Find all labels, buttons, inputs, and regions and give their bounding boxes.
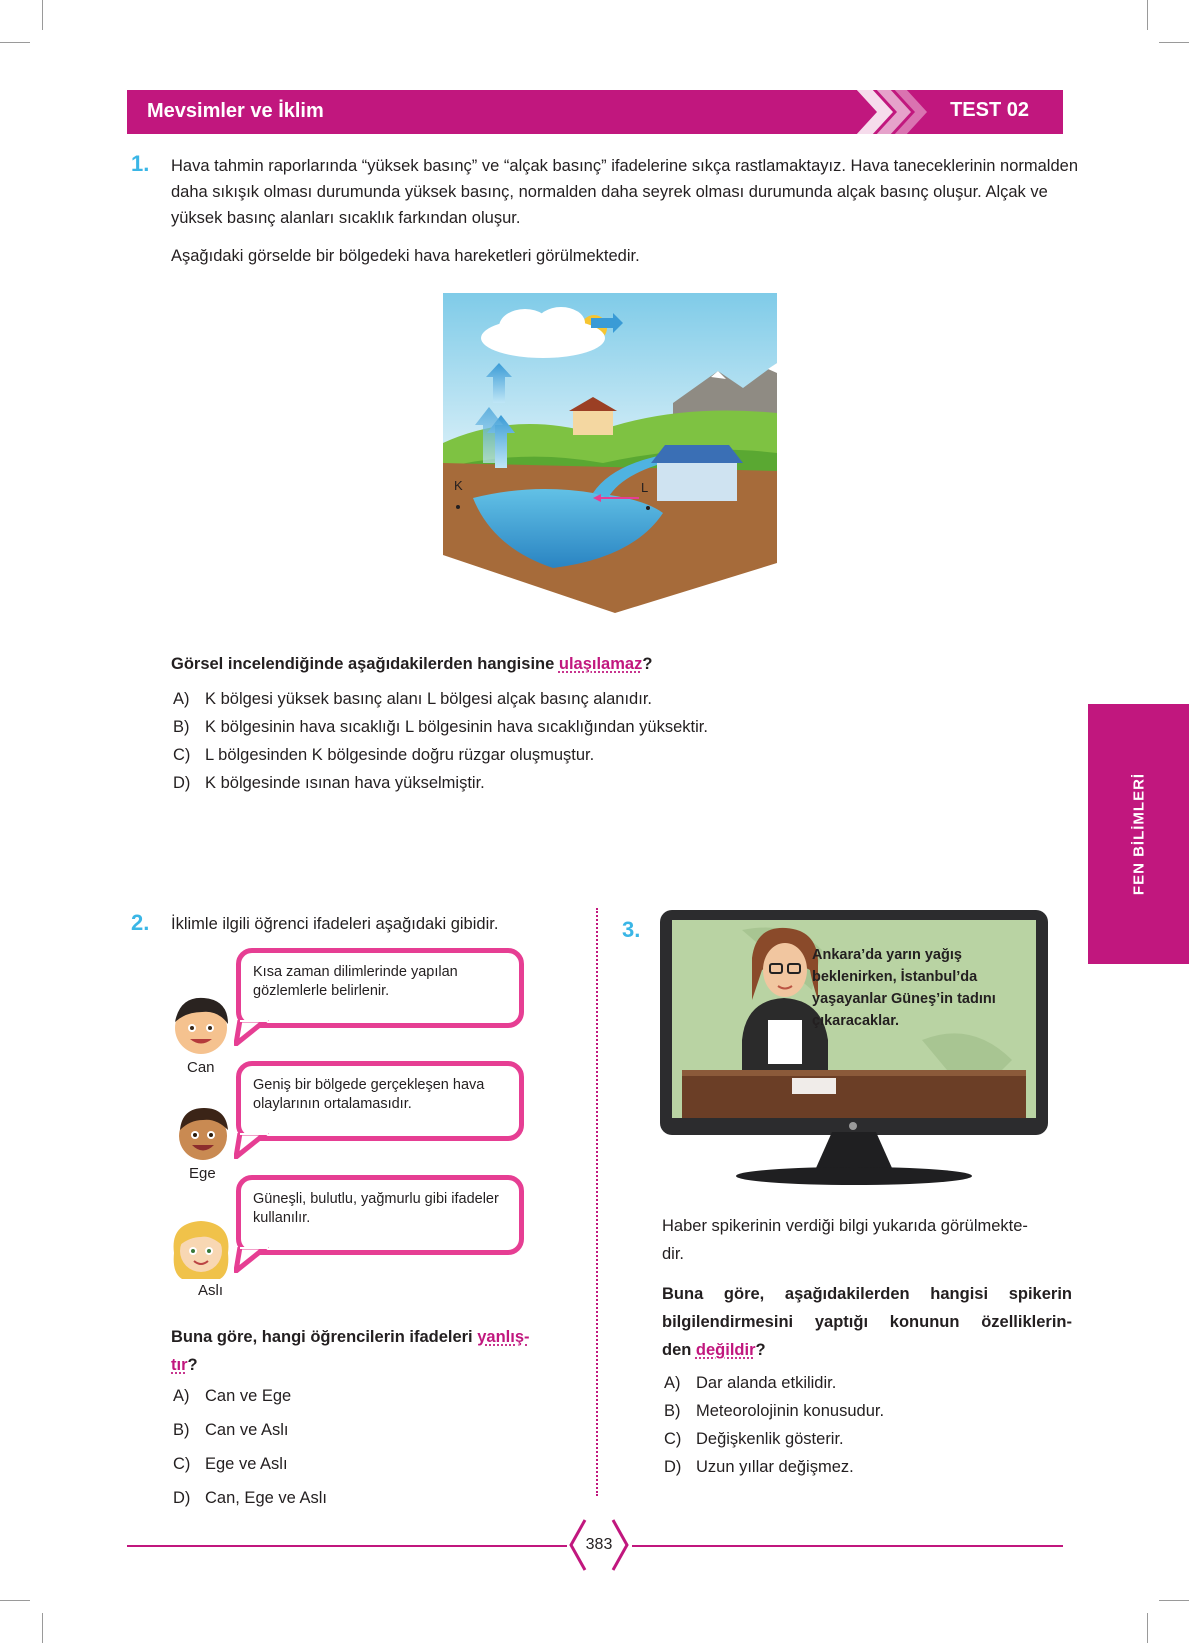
option-letter: C)	[664, 1430, 682, 1448]
option-letter: B)	[664, 1402, 681, 1420]
crop-mark	[1147, 0, 1148, 30]
speech-bubble	[236, 1175, 524, 1255]
label-l: L	[641, 480, 649, 495]
option-c[interactable]	[664, 1428, 844, 1450]
column-divider	[596, 908, 598, 1496]
question-text: Buna göre, hangi öğrencilerin ifadeleri	[171, 1328, 478, 1346]
student-name: Aslı	[198, 1282, 224, 1299]
option-text: Dar alanda etkilidir.	[696, 1374, 837, 1392]
option-a[interactable]	[664, 1372, 836, 1394]
student-statement: Güneşli, bulutlu, yağmurlu gibi ifadeler kullanılır.	[253, 1191, 499, 1226]
question-emphasis: ulaşılamaz	[558, 655, 643, 673]
option-letter: D)	[664, 1458, 682, 1476]
option-a[interactable]	[173, 688, 652, 710]
question-1-prompt	[171, 651, 971, 677]
crop-mark	[0, 42, 30, 43]
question-text: Görsel incelendiğinde aşağıdakilerden hangisine	[171, 655, 559, 673]
option-letter: A)	[173, 1387, 190, 1405]
question-2-prompt	[171, 1323, 581, 1379]
option-c[interactable]	[173, 744, 594, 766]
subject-label: FEN BİLİMLERİ	[1130, 772, 1147, 896]
option-letter: B)	[173, 1421, 190, 1439]
question-text: Buna göre, aşağıdakilerden hangisi spikerin	[662, 1285, 1072, 1303]
crop-mark	[1147, 1613, 1148, 1643]
footer-line-right	[632, 1545, 1063, 1547]
student-name: Can	[187, 1059, 215, 1076]
bubble-tail	[234, 1133, 274, 1159]
option-c[interactable]	[173, 1453, 288, 1475]
question-mark: ?	[755, 1341, 766, 1359]
option-letter: C)	[173, 1455, 191, 1473]
option-letter: C)	[173, 746, 191, 764]
option-a[interactable]	[173, 1385, 291, 1407]
option-letter: A)	[664, 1374, 681, 1392]
footer-line-left	[127, 1545, 567, 1547]
option-text: K bölgesinde ısınan hava yükselmiştir.	[205, 774, 485, 792]
option-b[interactable]	[173, 716, 708, 738]
option-text: Meteorolojinin konusudur.	[696, 1402, 885, 1420]
option-letter: A)	[173, 690, 190, 708]
question-mark: ?	[642, 655, 653, 673]
crop-mark	[0, 1600, 30, 1601]
air-movement-illustration	[443, 293, 777, 613]
option-text: L bölgesinden K bölgesinde doğru rüzgar oluşmuştur.	[205, 746, 595, 764]
test-label: TEST 02	[950, 99, 1029, 121]
student-avatar-ege	[172, 1102, 234, 1164]
question-text: den	[662, 1341, 696, 1359]
question-emphasis: yanlış-	[477, 1328, 530, 1346]
tv-caption-line: Ankara’da yarın yağış	[812, 947, 962, 963]
option-d[interactable]	[173, 772, 485, 794]
page-number: 383	[585, 1536, 613, 1553]
question-emphasis: değildir	[695, 1341, 756, 1359]
tv-display	[672, 920, 1036, 1118]
option-b[interactable]	[664, 1400, 884, 1422]
option-letter: D)	[173, 774, 191, 792]
house-icon	[657, 461, 737, 501]
option-text: Can, Ege ve Aslı	[205, 1489, 327, 1507]
tv-stand	[660, 1132, 1048, 1186]
house-icon	[573, 411, 613, 435]
page-title: Mevsimler ve İklim	[147, 100, 324, 122]
intro-line: dir.	[662, 1245, 685, 1263]
student-avatar-can	[168, 992, 234, 1058]
option-text: Değişkenlik gösterir.	[696, 1430, 844, 1448]
option-text: K bölgesi yüksek basınç alanı L bölgesi alçak basınç alanıdır.	[205, 690, 652, 708]
question-intro: Hava tahmin raporlarında “yüksek basınç” ve “alçak basınç” ifadelerine sıkça rastlamaktayız. Hava taneceklerinin normalden daha sıkışık olması durumunda yüksek basınç, normalden daha seyrek olması durumunda alçak basınç oluşur. Alçak ve yüksek basınç alanları sıcaklık farkından oluşur.	[171, 157, 1079, 227]
question-number: 2.	[131, 910, 150, 935]
student-name: Ege	[189, 1165, 216, 1182]
option-text: Uzun yıllar değişmez.	[696, 1458, 854, 1476]
tv-caption-line: çıkaracaklar.	[812, 1013, 900, 1029]
student-statement: Geniş bir bölgede gerçekleşen hava olaylarının ortalamasıdır.	[253, 1077, 485, 1112]
question-mark: ?	[187, 1356, 198, 1374]
question-intro: İklimle ilgili öğrenci ifadeleri aşağıdaki gibidir.	[171, 915, 499, 933]
option-d[interactable]	[173, 1487, 327, 1509]
tv-power-light	[849, 1122, 857, 1130]
crop-mark	[1159, 42, 1189, 43]
crop-mark	[1159, 1600, 1189, 1601]
chevron-arrows-icon	[855, 88, 927, 136]
tv-caption-line: yaşayanlar Güneş’in tadını	[812, 991, 996, 1007]
speech-bubble	[236, 1061, 524, 1141]
crop-mark	[42, 0, 43, 30]
student-avatar-asli	[168, 1213, 234, 1285]
crop-mark	[42, 1613, 43, 1643]
question-intro	[662, 1212, 1072, 1268]
header-bar	[127, 90, 1063, 134]
bubble-tail	[234, 1020, 274, 1046]
option-text: Can ve Ege	[205, 1387, 292, 1405]
subject-side-tab	[1088, 704, 1189, 964]
bubble-tail	[234, 1247, 274, 1273]
tv-caption-line: beklenirken, İstanbul’da	[812, 969, 978, 985]
question-emphasis: tır	[171, 1356, 188, 1374]
option-d[interactable]	[664, 1456, 854, 1478]
option-text: Can ve Aslı	[205, 1421, 289, 1439]
label-k: K	[454, 478, 463, 493]
question-intro-2: Aşağıdaki görselde bir bölgedeki hava hareketleri görülmektedir.	[171, 247, 640, 265]
option-text: Ege ve Aslı	[205, 1455, 288, 1473]
option-letter: D)	[173, 1489, 191, 1507]
option-text: K bölgesinin hava sıcaklığı L bölgesinin hava sıcaklığından yüksektir.	[205, 718, 708, 736]
speech-bubble	[236, 948, 524, 1028]
option-letter: B)	[173, 718, 190, 736]
question-number: 1.	[131, 151, 150, 176]
intro-line: Haber spikerinin verdiği bilgi yukarıda görülmekte-	[662, 1217, 1028, 1235]
tv-caption	[812, 944, 1032, 1032]
tv-screen-illustration	[660, 910, 1048, 1186]
question-text: bilgilendirmesini yaptığı konunun özelliklerin-	[662, 1313, 1072, 1331]
student-statement: Kısa zaman dilimlerinde yapılan gözlemlerle belirlenir.	[253, 964, 458, 999]
question-3-prompt	[662, 1280, 1072, 1364]
question-number: 3.	[622, 917, 641, 942]
option-b[interactable]	[173, 1419, 288, 1441]
